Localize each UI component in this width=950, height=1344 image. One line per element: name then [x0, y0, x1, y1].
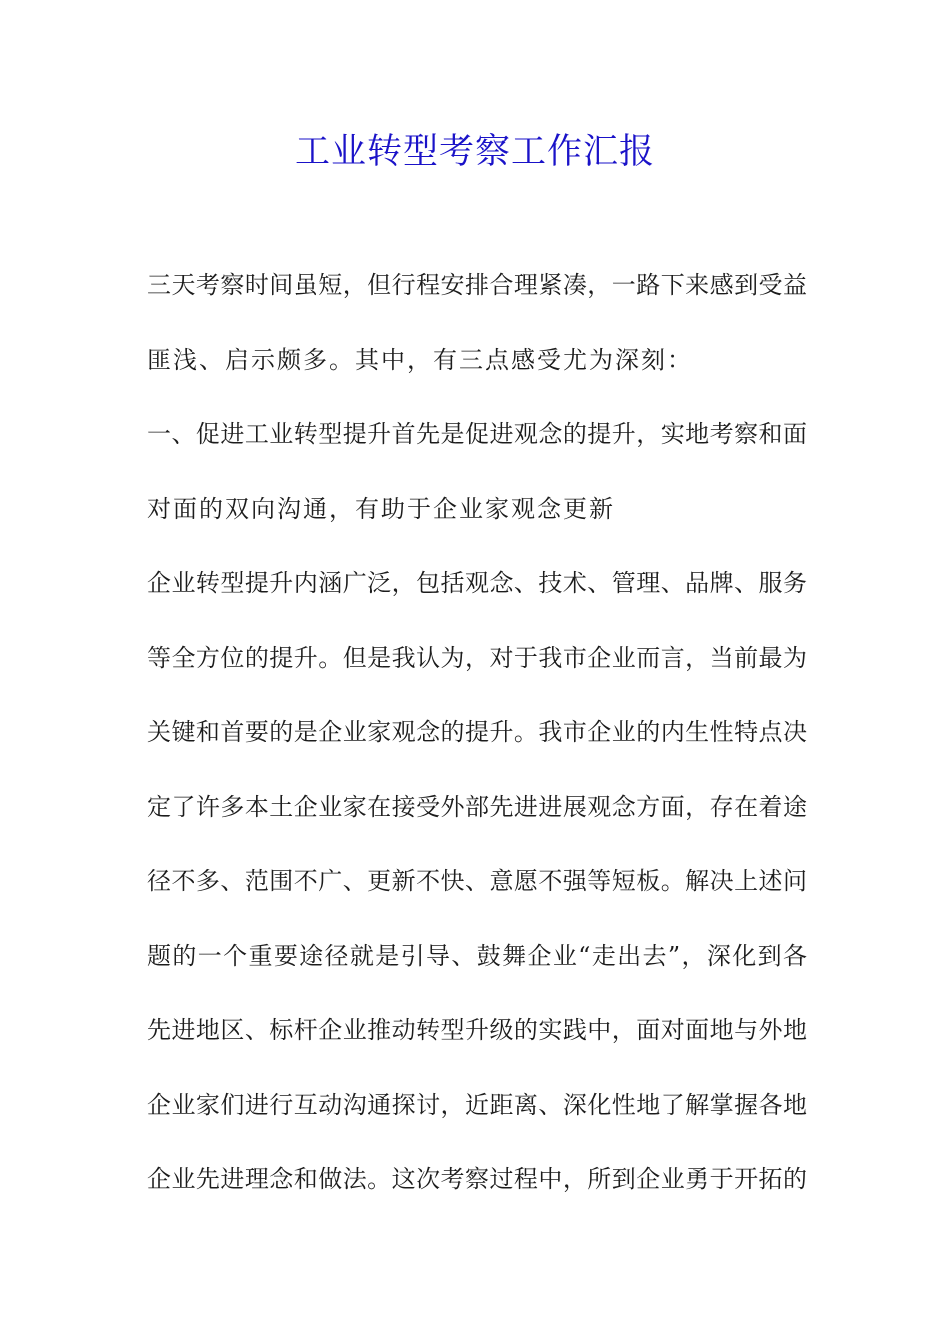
text-line: 企业转型提升内涵广泛，包括观念、技术、管理、品牌、服务: [147, 569, 807, 597]
text-line: 先进地区、标杆企业推动转型升级的实践中，面对面地与外地: [147, 1016, 807, 1044]
text-line: 企业先进理念和做法。这次考察过程中，所到企业勇于开拓的: [147, 1165, 807, 1193]
text-line: 企业家们进行互动沟通探讨，近距离、深化性地了解掌握各地: [147, 1090, 807, 1119]
text-line: 定了许多本土企业家在接受外部先进进展观念方面，存在着途: [147, 792, 807, 821]
text-line: 一、促进工业转型提升首先是促进观念的提升，实地考察和面: [147, 420, 807, 448]
text-line: 匪浅、启示颇多。其中，有三点感受尤为深刻：: [147, 345, 693, 374]
text-line: 径不多、范围不广、更新不快、意愿不强等短板。解决上述问: [147, 867, 807, 895]
text-line: 对面的双向沟通，有助于企业家观念更新: [147, 494, 615, 523]
document-title: 工业转型考察工作汇报: [294, 132, 655, 172]
text-line: 关键和首要的是企业家观念的提升。我市企业的内生性特点决: [147, 718, 807, 746]
document-body: [147, 256, 807, 1225]
text-line: 题的一个重要途径就是引导、鼓舞企业“走出去”，深化到各: [147, 941, 807, 970]
text-line: 三天考察时间虽短，但行程安排合理紧凑，一路下来感到受益: [147, 271, 807, 299]
text-line: 等全方位的提升。但是我认为，对于我市企业而言，当前最为: [147, 643, 807, 672]
